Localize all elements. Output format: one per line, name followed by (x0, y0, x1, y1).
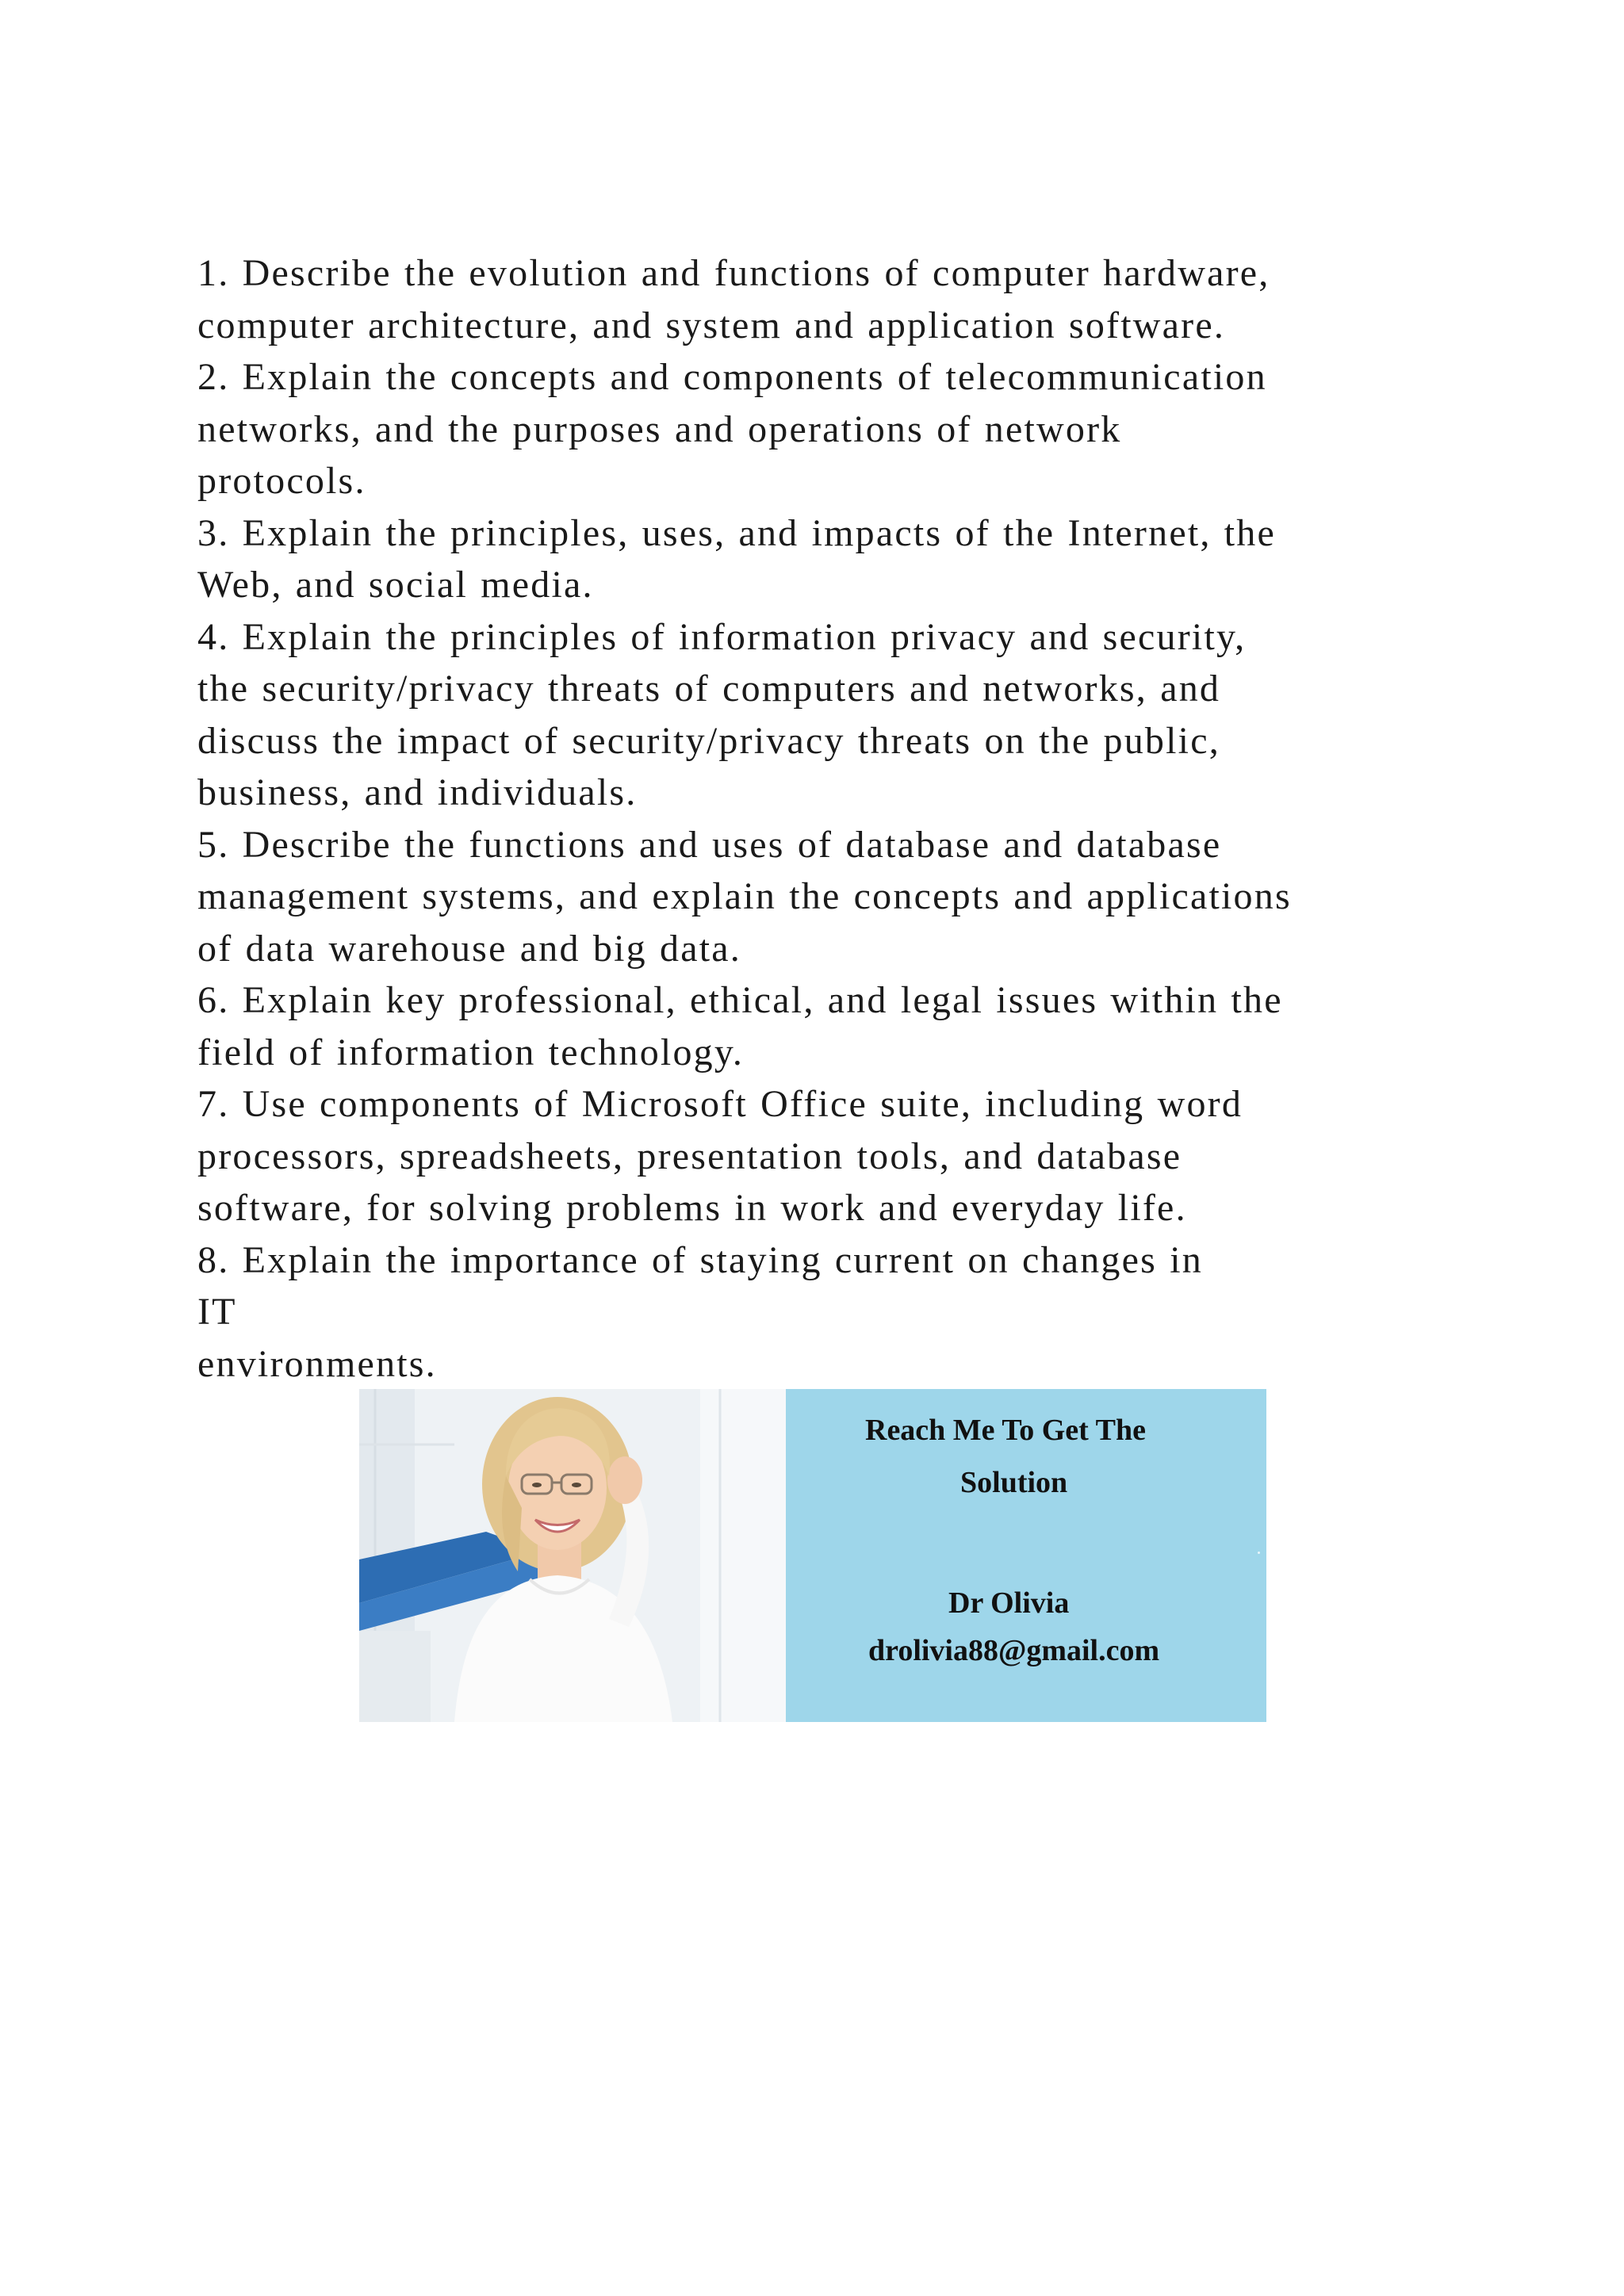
portrait-illustration (359, 1389, 786, 1722)
decorative-dot (1258, 1552, 1260, 1554)
banner-headline: Reach Me To Get The (865, 1414, 1146, 1447)
banner-headline-solution: Solution (960, 1466, 1068, 1499)
text-line: 6. Explain key professional, ethical, and legal issues within the (197, 979, 1283, 1021)
text-line: 7. Use components of Microsoft Office suite, including word (197, 1083, 1243, 1125)
text-line: the security/privacy threats of computers and networks, and (197, 668, 1221, 710)
text-line: networks, and the purposes and operations of network (197, 408, 1122, 450)
text-line: 8. Explain the importance of staying current on changes in (197, 1238, 1203, 1281)
contact-panel (786, 1389, 1266, 1722)
text-line: Web, and social media. (197, 564, 594, 606)
text-line: management systems, and explain the concepts and applications (197, 875, 1292, 917)
text-line: discuss the impact of security/privacy threats on the public, (197, 719, 1220, 762)
text-line: field of information technology. (197, 1031, 745, 1073)
contact-banner (359, 1389, 1266, 1722)
text-line: environments. (197, 1342, 437, 1385)
contact-name: Dr Olivia (948, 1586, 1070, 1620)
text-line: 2. Explain the concepts and components of telecommunication (197, 356, 1267, 398)
text-line: IT (197, 1291, 237, 1333)
text-line: 3. Explain the principles, uses, and impacts of the Internet, the (197, 511, 1276, 554)
text-line: 4. Explain the principles of information privacy and security, (197, 615, 1247, 658)
text-line: business, and individuals. (197, 771, 638, 813)
text-line: software, for solving problems in work and everyday life. (197, 1187, 1187, 1229)
portrait-photo (359, 1389, 786, 1722)
text-line: 1. Describe the evolution and functions of computer hardware, (197, 252, 1270, 294)
text-line: protocols. (197, 460, 366, 502)
text-line: of data warehouse and big data. (197, 927, 741, 970)
text-line: processors, spreadsheets, presentation tools, and database (197, 1135, 1182, 1177)
text-line: computer architecture, and system and application software. (197, 304, 1226, 346)
text-line: 5. Describe the functions and uses of database and database (197, 823, 1222, 866)
contact-email[interactable]: drolivia88@gmail.com (868, 1634, 1160, 1667)
objectives-list (197, 247, 1466, 1390)
